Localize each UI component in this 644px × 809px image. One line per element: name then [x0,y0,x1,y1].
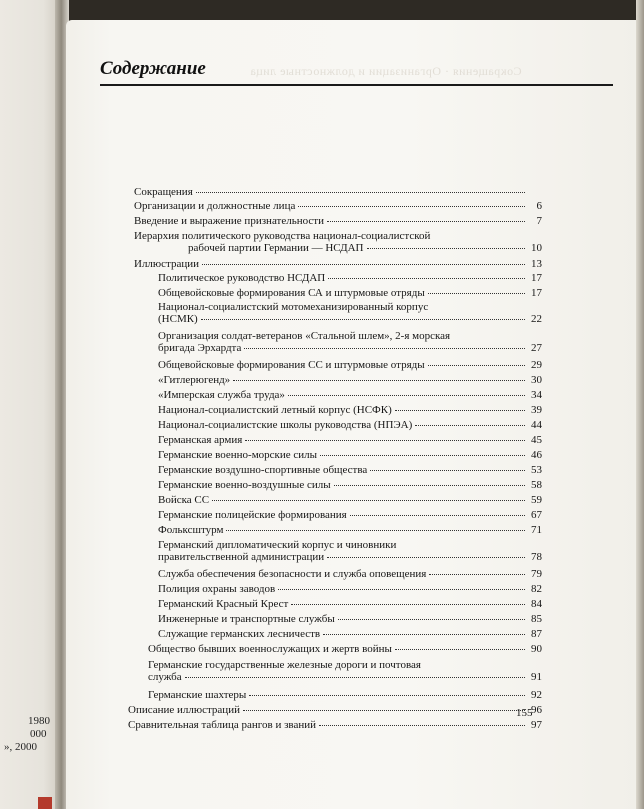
toc-entry[interactable] [158,524,542,536]
toc-entry-page: 22 [531,313,542,325]
toc-entry-label-continued: правительственной администрации [158,551,325,563]
toc-entry-label: Национал-социалистский мотомеханизированный корпус [158,301,429,313]
toc-entry[interactable] [134,215,542,227]
toc-entry-page: 97 [531,719,542,731]
toc-entry-page: 7 [536,215,542,227]
toc-entry[interactable] [516,707,542,719]
toc-entry[interactable] [158,628,542,640]
toc-entry-label: Введение и выражение признательности [134,215,324,227]
toc-entry-label: Германские воздушно-спортивные общества [158,464,368,476]
toc-entry-page: 71 [531,524,542,536]
toc-entry-label: Служащие германских лесничеств [158,628,321,640]
toc-entry-label: Германские государственные железные дороги и почтовая [148,659,421,671]
toc-entry-label: Общество бывших военнослужащих и жертв войны [148,643,392,655]
toc-entry-page: 6 [536,200,542,212]
toc-entry[interactable] [158,464,542,476]
left-page-fragment: 000 [30,728,47,740]
toc-entry-label: «Имперская служба труда» [158,389,285,401]
toc-entry-label: Инженерные и транспортные службы [158,613,335,625]
toc-entry-page: 45 [531,434,542,446]
bleed-through-text: Сокращения · Организации и должностные лица [250,64,522,78]
toc-entry-label: Сокращения [134,186,193,198]
toc-entry-label: Иллюстрации [134,258,200,270]
toc-entry-label: Германский Красный Крест [158,598,289,610]
toc-entry-label: Германская армия [158,434,243,446]
toc-entry[interactable] [158,509,542,521]
toc-entry-page: 155 [516,707,533,719]
toc-entry[interactable] [158,404,542,416]
toc-entry-label: Описание иллюстраций [128,704,240,716]
toc-entry-page: 91 [531,671,542,683]
toc-entry-label-continued: рабочей партии Германии — НСДАП [188,242,364,254]
toc-entry-page: 90 [531,643,542,655]
toc-entry-label: Германский дипломатический корпус и чиновники [158,539,397,551]
toc-entry[interactable] [158,374,542,386]
toc-entry[interactable] [148,689,542,701]
toc-entry[interactable] [158,494,542,506]
toc-entry[interactable] [158,539,542,563]
toc-entry-page: 39 [531,404,542,416]
toc-entry[interactable] [158,583,542,595]
toc-entry-page: 96 [531,704,542,716]
toc-entry-label-continued: бригада Эрхардта [158,342,242,354]
toc-entry[interactable] [158,479,542,491]
page-title: Содержание [100,58,206,79]
toc-entry-page: 27 [531,342,542,354]
toc-entry-page: 87 [531,628,542,640]
toc-entry-label: Национал-социалистский летный корпус (НСФК) [158,404,392,416]
toc-entry[interactable] [158,613,542,625]
toc-entry-label: Сравнительная таблица рангов и званий [128,719,317,731]
toc-entry-page: 46 [531,449,542,461]
toc-entry-page: 58 [531,479,542,491]
toc-entry-label: Войска СС [158,494,210,506]
toc-entry-label: Фольксштурм [158,524,224,536]
toc-entry-page: 13 [531,258,542,270]
toc-entry[interactable] [158,598,542,610]
toc-entry-label: Германские шахтеры [148,689,247,701]
toc-entry-page: 10 [531,242,542,254]
toc-entry-label: Организация солдат-ветеранов «Стальной шлем», 2-я морская [158,330,451,342]
toc-entry[interactable] [158,389,542,401]
toc-entry[interactable] [158,419,542,431]
toc-entry[interactable] [158,330,542,354]
toc-entry-label: Служба обеспечения безопасности и служба оповещения [158,568,427,580]
toc-entry-label: Общевойсковые формирования СА и штурмовые отряды [158,287,425,299]
toc-entry-page: 53 [531,464,542,476]
toc-entry-page: 84 [531,598,542,610]
toc-entry[interactable] [128,704,542,716]
toc-entry-label: Общевойсковые формирования СС и штурмовые отряды [158,359,425,371]
toc-entry-page: 67 [531,509,542,521]
toc-entry[interactable] [134,230,542,254]
toc-entry-page: 17 [531,272,542,284]
toc-entry-label: Германские военно-морские силы [158,449,318,461]
toc-entry[interactable] [148,643,542,655]
toc-entry-label: Германские полицейские формирования [158,509,347,521]
toc-entry-page: 59 [531,494,542,506]
toc-entry-page: 79 [531,568,542,580]
toc-entry-page: 30 [531,374,542,386]
toc-entry[interactable] [134,258,542,270]
toc-entry-label: Организации и должностные лица [134,200,296,212]
toc-entry-label: Германские военно-воздушные силы [158,479,331,491]
toc-entry[interactable] [158,359,542,371]
toc-entry-page: 85 [531,613,542,625]
left-page-fragment: 1980 [28,715,50,727]
toc-entry-page: 44 [531,419,542,431]
left-page-fragment: », 2000 [4,741,37,753]
toc-entry[interactable] [158,449,542,461]
toc-entry[interactable] [158,568,542,580]
toc-entry-page: 17 [531,287,542,299]
toc-entry-page: 34 [531,389,542,401]
toc-entry-page: 78 [531,551,542,563]
toc-entry[interactable] [158,301,542,325]
toc-entry[interactable] [158,272,542,284]
toc-entry-label: Иерархия политического руководства национал-социалистской [134,230,431,242]
toc-entry-label: Политическое руководство НСДАП [158,272,326,284]
toc-entry-page: 92 [531,689,542,701]
toc-entry[interactable] [158,434,542,446]
toc-entry[interactable] [158,287,542,299]
toc-entry-label: «Гитлерюгенд» [158,374,231,386]
toc-entry-label: Полиция охраны заводов [158,583,276,595]
toc-entry[interactable] [134,186,542,198]
toc-entry-page: 29 [531,359,542,371]
toc-entry-label-continued: (НСМК) [158,313,198,325]
toc-entry-label: Национал-социалистские школы руководства (НПЭА) [158,419,413,431]
toc-entry[interactable] [128,719,542,731]
toc-entry[interactable] [134,200,542,212]
toc-entry[interactable] [148,659,542,683]
toc-entry-page: 82 [531,583,542,595]
toc-entry-label-continued: служба [148,671,182,683]
